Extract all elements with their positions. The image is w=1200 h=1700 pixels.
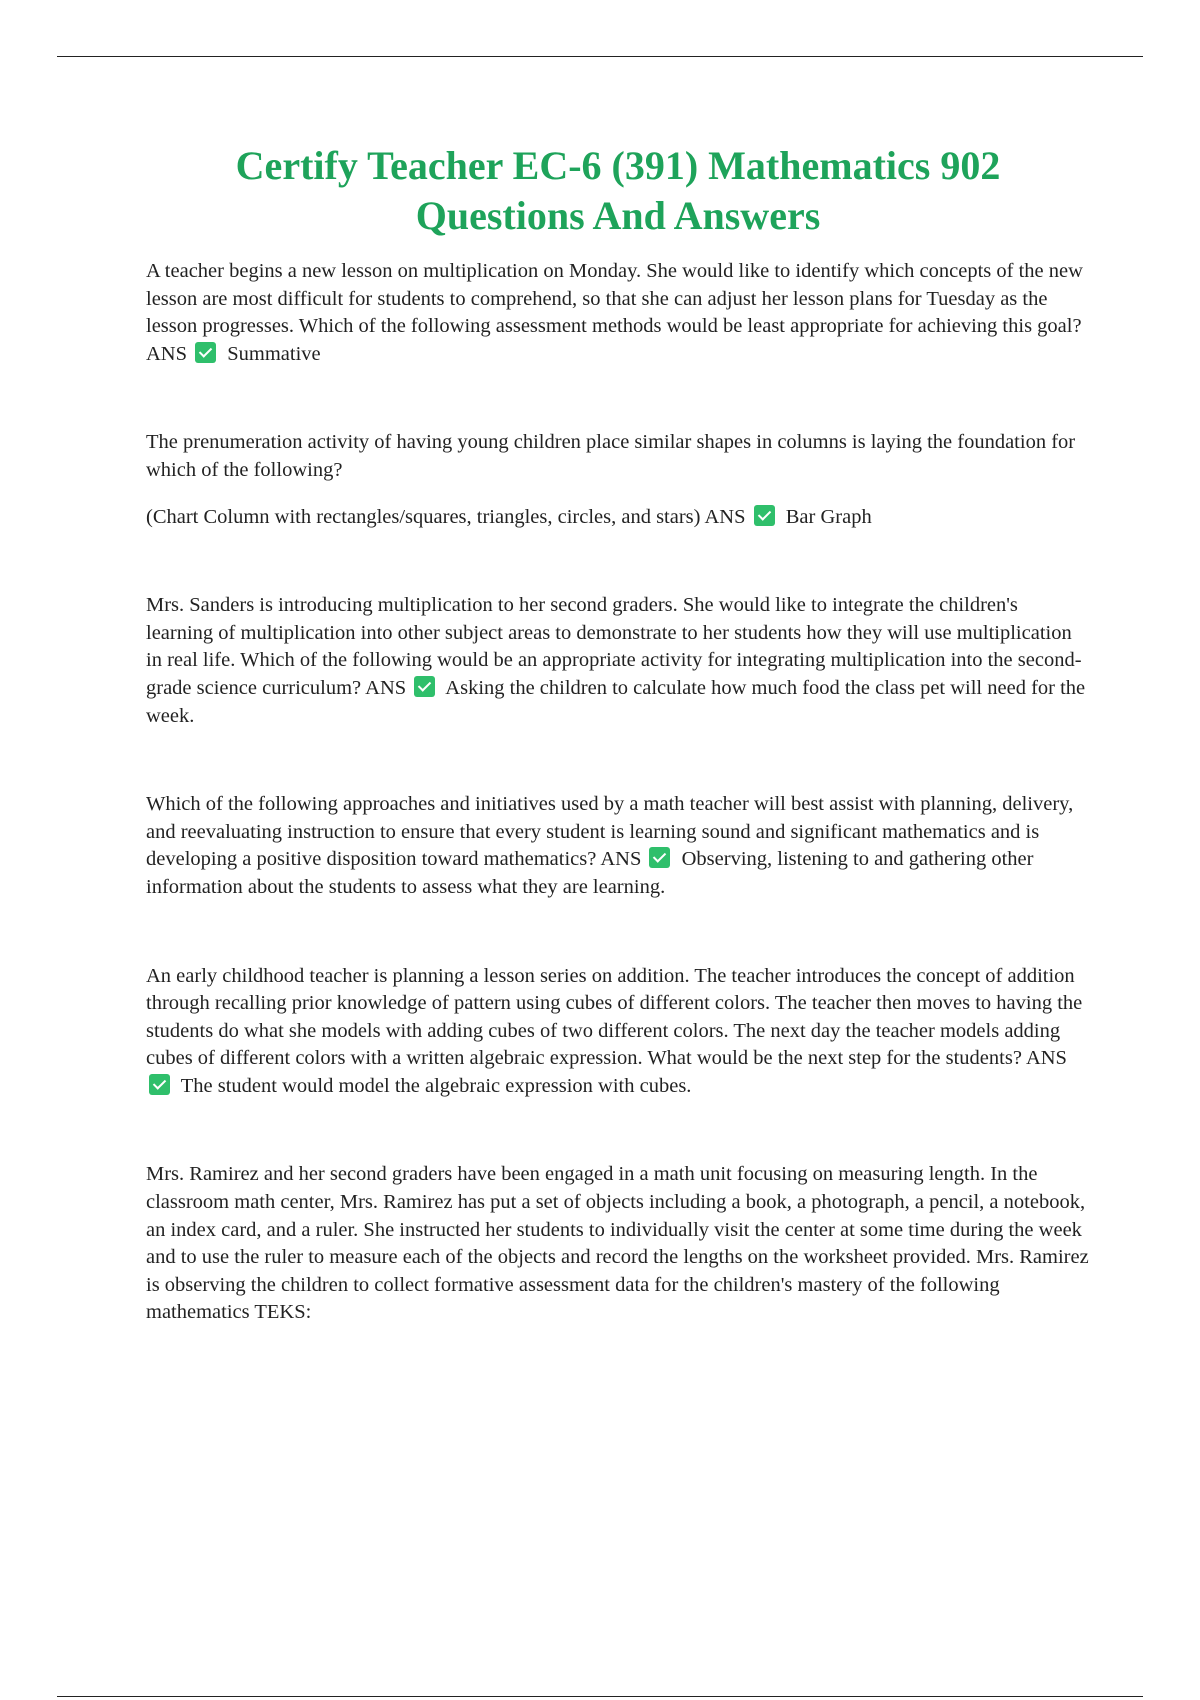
question-text: Mrs. Sanders is introducing multiplication to her second graders. She would like to integrate the children's learning of multiplication into other subject areas to demonstrate to her students how they will use multiplication in real life. Which of the following would be an appropriate activity for integrating multiplication into the second-grade science curriculum? [146, 594, 1082, 699]
checkmark-icon [195, 342, 216, 363]
answer-text: Summative [227, 342, 321, 365]
answer-text: The student would model the algebraic expression with cubes. [180, 1074, 692, 1097]
top-rule [57, 56, 1143, 57]
ans-label: ANS [600, 848, 642, 871]
question-detail-paragraph [146, 504, 1090, 532]
title-line-2: Questions And Answers [415, 193, 821, 238]
question-item [146, 258, 1090, 368]
question-detail: (Chart Column with rectangles/squares, triangles, circles, and stars) [146, 505, 701, 528]
question-paragraph [146, 1161, 1090, 1327]
question-item [146, 592, 1090, 730]
checkmark-icon [649, 847, 670, 868]
page-title [146, 141, 1090, 241]
bottom-rule [57, 1696, 1143, 1697]
question-list [146, 258, 1090, 1327]
question-paragraph [146, 791, 1090, 901]
question-paragraph [146, 258, 1090, 368]
question-text: Mrs. Ramirez and her second graders have been engaged in a math unit focusing on measuring length. In the classroom math center, Mrs. Ramirez has put a set of objects including a book, a photograph, a pencil, a notebook, an index card, and a ruler. She instructed her students to individually visit the center at some time during the week and to use the ruler to measure each of the objects and record the lengths on the worksheet provided. Mrs. Ramirez is observing the children to collect formative assessment data for the children's mastery of the following mathematics TEKS: [146, 1163, 1089, 1324]
ans-label: ANS [704, 505, 746, 528]
question-paragraph [146, 592, 1090, 730]
checkmark-icon [754, 505, 775, 526]
question-text: Which of the following approaches and initiatives used by a math teacher will best assist with planning, delivery, and reevaluating instruction to ensure that every student is learning sound and significant mathematics and is developing a positive disposition toward mathematics? [146, 793, 1074, 871]
ans-label: ANS [1025, 1047, 1067, 1070]
answer-text: Observing, listening to and gathering other information about the students to assess what they are learning. [146, 848, 1034, 898]
ans-label: ANS [365, 676, 407, 699]
checkmark-icon [149, 1074, 170, 1095]
question-item [146, 791, 1090, 901]
checkmark-icon [414, 676, 435, 697]
ans-label: ANS [146, 342, 188, 365]
answer-text: Bar Graph [785, 505, 872, 528]
question-item [146, 1161, 1090, 1327]
question-item [146, 963, 1090, 1101]
question-text: An early childhood teacher is planning a lesson series on addition. The teacher introduces the concept of addition through recalling prior knowledge of pattern using cubes of different colors. The teacher then moves to having the students do what she models with adding cubes of two different colors. The next day the teacher models adding cubes of different colors with a written algebraic expression. What would be the next step for the students? [146, 964, 1083, 1070]
question-item [146, 429, 1090, 531]
question-text: The prenumeration activity of having young children place similar shapes in columns is laying the foundation for which of the following? [146, 431, 1076, 481]
question-paragraph [146, 963, 1090, 1101]
question-text: A teacher begins a new lesson on multiplication on Monday. She would like to identify which concepts of the new lesson are most difficult for students to comprehend, so that she can adjust her lesson plans for Tuesday as the lesson progresses. Which of the following assessment methods would be least appropriate for achieving this goal? [146, 260, 1083, 338]
title-line-1: Certify Teacher EC-6 (391) Mathematics 902 [235, 143, 1001, 188]
question-paragraph [146, 429, 1090, 484]
answer-text: Asking the children to calculate how much food the class pet will need for the week. [146, 676, 1086, 727]
